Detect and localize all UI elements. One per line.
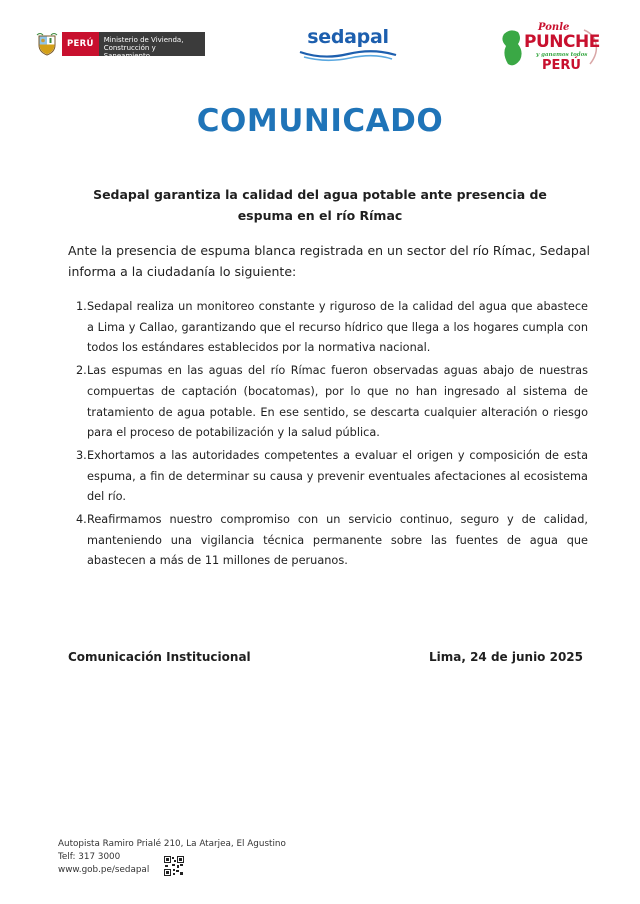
letterhead	[0, 24, 640, 76]
list-item-number: 1.	[76, 300, 87, 313]
ministry-name: Ministerio de Vivienda, Construcción y Saneamiento	[99, 32, 205, 56]
list-item-text: Sedapal realiza un monitoreo constante y riguroso de la calidad del agua que abastece a Lima y Callao, garantizando que el recurso hídrico que llega a los hogares cumpla con todos los estándares establecidos por la normativa nacional.	[87, 300, 588, 355]
signature: Comunicación Institucional	[68, 650, 251, 664]
statement-list	[76, 297, 588, 572]
sedapal-logo	[296, 24, 400, 68]
peru-coat-of-arms-icon	[36, 32, 58, 56]
list-item-text: Las espumas en las aguas del río Rímac fueron observadas aguas abajo de nuestras compuertas de captación (bocatomas), por lo que no han ingresado al sistema de tratamiento de agua potable. En ese sentido, se descarta cualquier alteración o riesgo para el proceso de potabilización y la salud pública.	[87, 364, 588, 440]
campaign-line-3: y ganamos todos	[536, 52, 588, 58]
headline: Sedapal garantiza la calidad del agua potable ante presencia de espuma en el río Rímac	[93, 187, 547, 223]
page-title: COMUNICADO	[196, 103, 444, 139]
campaign-line-2: PUNCHE	[524, 32, 600, 52]
campaign-line-1: Ponle	[538, 22, 570, 33]
list-item-number: 3.	[76, 448, 87, 462]
list-item-text: Reafirmamos nuestro compromiso con un servicio continuo, seguro y de calidad, manteniendo una vigilancia técnica permanente sobre las fuentes de agua que abastecen a más de 11 millones de peruanos.	[87, 513, 588, 568]
list-item	[76, 510, 588, 572]
qr-code-icon	[164, 856, 184, 876]
campaign-logo	[496, 24, 606, 76]
place-date: Lima, 24 de junio 2025	[428, 650, 583, 664]
list-item-text: Exhortamos a las autoridades competentes a evaluar el origen y composición de esta espuma, a fin de determinar su causa y prevenir eventuales afectaciones al ecosistema del río.	[87, 448, 588, 504]
water-wave-icon	[298, 48, 398, 62]
government-logo	[36, 32, 205, 60]
list-item	[76, 297, 588, 359]
list-item	[76, 446, 588, 508]
campaign-line-4: PERÚ	[542, 58, 581, 73]
footer-website[interactable]: www.gob.pe/sedapal	[58, 865, 150, 875]
list-item-number: 4.	[76, 513, 87, 527]
intro-paragraph: Ante la presencia de espuma blanca registrada en un sector del río Rímac, Sedapal informa a la ciudadanía lo siguiente:	[68, 243, 590, 279]
list-item	[76, 361, 588, 444]
list-item-number: 2.	[76, 364, 87, 378]
footer-phone: Telf: 317 3000	[58, 852, 121, 862]
brand-name: sedapal	[307, 26, 389, 48]
footer-address: Autopista Ramiro Prialé 210, La Atarjea, El Agustino	[58, 839, 286, 849]
footer	[58, 838, 318, 877]
peru-badge: PERÚ	[62, 32, 99, 56]
